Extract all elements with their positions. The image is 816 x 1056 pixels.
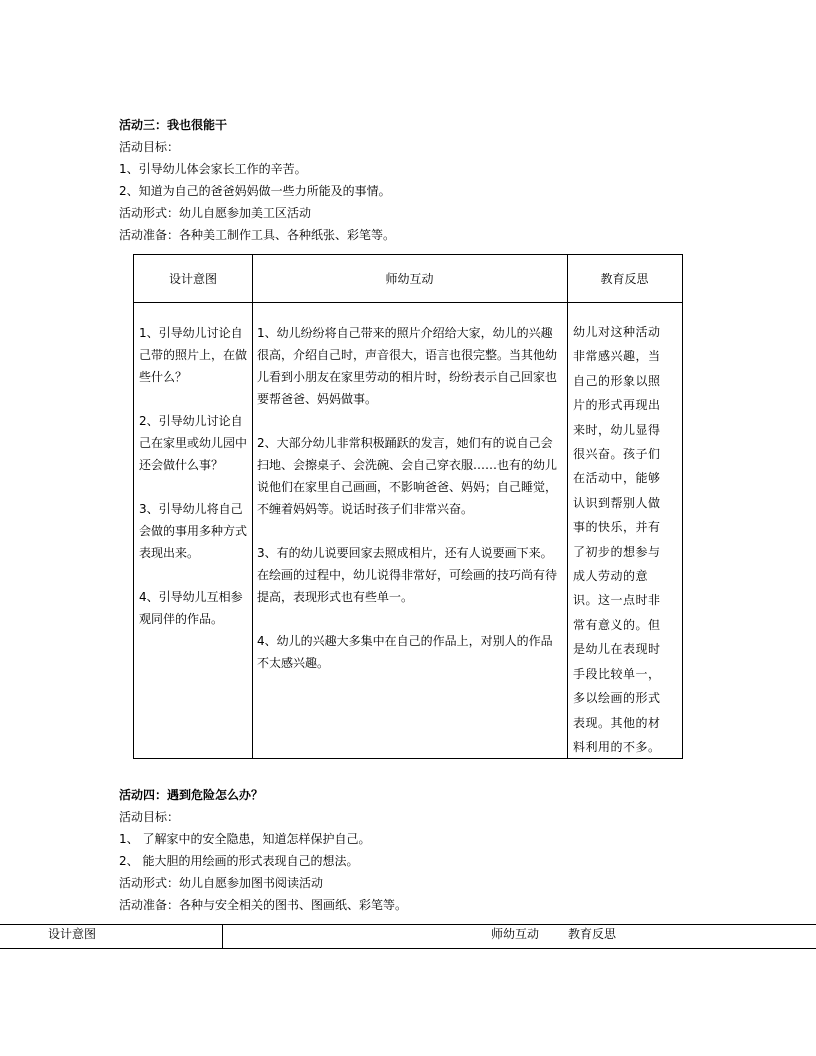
activity3-prep: 活动准备：各种美工制作工具、各种纸张、彩笔等。	[119, 228, 396, 242]
activity4-header-design-intent: 设计意图	[48, 927, 97, 941]
table-divider	[567, 255, 568, 758]
activity4-prep: 活动准备：各种与安全相关的图书、图画纸、彩笔等。	[119, 898, 408, 912]
header-design-intent: 设计意图	[168, 272, 217, 286]
activity3-form: 活动形式：幼儿自愿参加美工区活动	[119, 206, 312, 220]
activity4-table-bottom-border	[0, 948, 816, 949]
activity4-header-reflection: 教育反思	[568, 927, 617, 941]
activity4-goal-label: 活动目标：	[119, 810, 180, 824]
design-intent-item: 1、引导幼儿讨论自己带的照片上，在做些什么？	[139, 326, 248, 384]
reflection-cell	[573, 302, 669, 759]
activity4-table-divider	[222, 924, 223, 948]
activity4-goal-1: 1、 了解家中的安全隐患，知道怎样保护自己。	[119, 832, 371, 846]
design-intent-item: 4、引导幼儿互相参观同伴的作品。	[139, 590, 243, 626]
table-divider	[252, 255, 253, 758]
activity4-goal-2: 2、 能大胆的用绘画的形式表现自己的想法。	[119, 854, 359, 868]
interaction-item: 1、幼儿纷纷将自己带来的照片介绍给大家，幼儿的兴趣很高，介绍自己时，声音很大，语言也很完整。当其他幼儿看到小朋友在家里劳动的相片时，纷纷表示自己回家也要帮爸爸、妈妈做事。	[257, 326, 558, 406]
activity3-goal-label: 活动目标：	[119, 140, 180, 154]
header-reflection: 教育反思	[600, 272, 649, 286]
interaction-cell	[257, 302, 562, 696]
activity4-table-top-border	[0, 924, 816, 925]
activity4-form: 活动形式：幼儿自愿参加图书阅读活动	[119, 876, 324, 890]
reflection-text: 幼儿对这种活动非常感兴趣，当自己的形象以照片的形式再现出来时，幼儿显得很兴奋。孩子们在活动中，能够认识到帮别人做事的快乐，并有了初步的想参与成人劳动的意识。这一点时非常有意义的。但是幼儿在表现时手段比较单一，多以绘画的形式表现。其他的材料利用的不多。	[573, 325, 661, 754]
activity4-title: 活动四：遇到危险怎么办？	[119, 788, 264, 802]
interaction-item: 3、有的幼儿说要回家去照成相片，还有人说要画下来。在绘画的过程中，幼儿说得非常好，可绘画的技巧尚有待提高，表现形式也有些单一。	[257, 546, 558, 604]
design-intent-cell	[139, 302, 247, 652]
interaction-item: 4、幼儿的兴趣大多集中在自己的作品上，对别人的作品不太感兴趣。	[257, 634, 553, 670]
activity4-header-interaction: 师幼互动	[491, 927, 540, 941]
activity3-goal-2: 2、知道为自己的爸爸妈妈做一些力所能及的事情。	[119, 184, 391, 198]
activity3-title: 活动三：我也很能干	[119, 118, 228, 132]
header-interaction: 师幼互动	[385, 272, 434, 286]
interaction-item: 2、大部分幼儿非常积极踊跃的发言，她们有的说自己会扫地、会擦桌子、会洗碗、会自己穿衣服……也有的幼儿说他们在家里自己画画，不影响爸爸、妈妈；自己睡觉，不缠着妈妈等。说话时孩子们非常兴奋。	[257, 436, 558, 516]
design-intent-item: 3、引导幼儿将自己会做的事用多种方式表现出来。	[139, 502, 248, 560]
design-intent-item: 2、引导幼儿讨论自己在家里或幼儿园中还会做什么事？	[139, 414, 248, 472]
activity3-goal-1: 1、引导幼儿体会家长工作的辛苦。	[119, 162, 307, 176]
activity3-table	[133, 254, 683, 759]
